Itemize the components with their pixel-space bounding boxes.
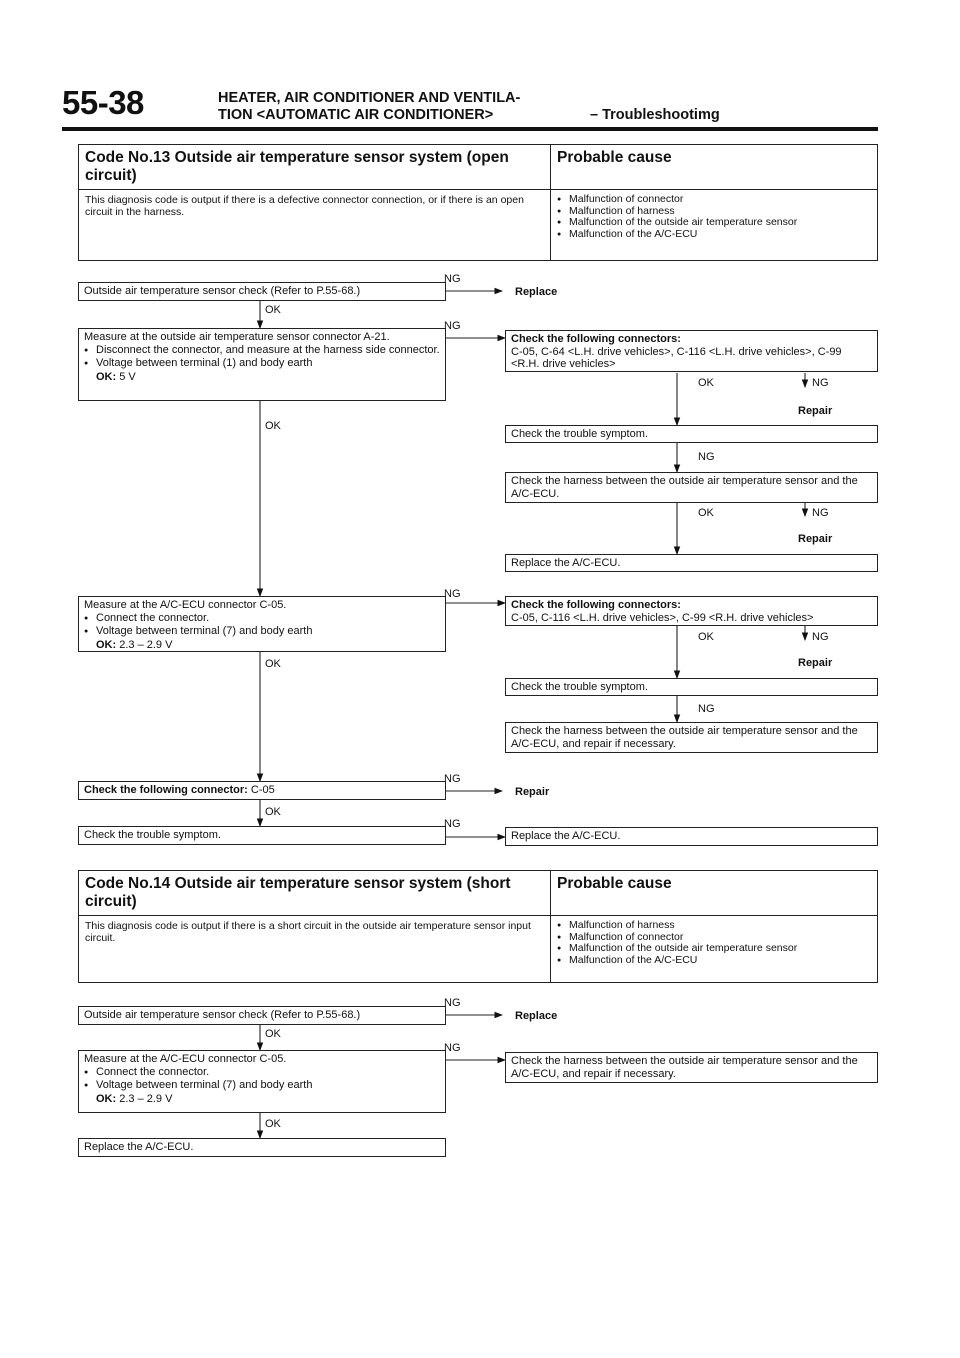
flow13-step2-line1: Measure at the outside air temperature sensor connector A-21. — [84, 331, 390, 343]
flow13-step3-ok — [84, 639, 440, 652]
flow13-r2-title: Check the following connectors: — [511, 599, 681, 611]
ok-spec-label: OK: — [96, 638, 117, 651]
ng-label: NG — [444, 1042, 461, 1054]
ok-label: OK — [698, 631, 714, 643]
ok-label: OK — [698, 377, 714, 389]
ok-label: OK — [265, 658, 281, 670]
flow13-step1-ng-result: Replace — [515, 286, 558, 298]
cause-item: ● Malfunction of connector — [557, 932, 871, 944]
flow13-step2-ok — [84, 371, 440, 384]
ok-label: OK — [265, 1028, 281, 1040]
ok-label: OK — [265, 304, 281, 316]
code14-table — [78, 870, 878, 983]
ng-label: NG — [812, 507, 829, 519]
ok-label: OK — [265, 1118, 281, 1130]
ok-spec-value: 2.3 – 2.9 V — [119, 1092, 173, 1105]
cause-item: ● Malfunction of the A/C-ECU — [557, 955, 871, 967]
flow13-step3-line3: ● Voltage between terminal (7) and body earth — [84, 625, 440, 639]
flow14-step2-ok — [84, 1093, 440, 1106]
flow13-r2-harness-box: Check the harness between the outside air temperature sensor and the A/C-ECU, and repair if necessary. — [505, 722, 878, 753]
flow14-step3-box: Replace the A/C-ECU. — [78, 1138, 446, 1157]
code14-probable-cause-title: Probable cause — [557, 875, 672, 892]
flow13-r2-text: C-05, C-116 <L.H. drive vehicles>, C-99 <R.H. drive vehicles> — [511, 611, 814, 624]
flow13-step3-box — [78, 596, 446, 652]
flow14-step2-box — [78, 1050, 446, 1113]
ng-label: NG — [444, 588, 461, 600]
ng-label: NG — [444, 773, 461, 785]
page-number: 55-38 — [62, 84, 144, 121]
flow13-r1-symptom-box: Check the trouble symptom. — [505, 425, 878, 443]
cause-item: ● Malfunction of connector — [557, 194, 871, 206]
flow14-step1-box: Outside air temperature sensor check (Refer to P.55-68.) — [78, 1006, 446, 1025]
flow13-step2-box — [78, 328, 446, 401]
flow14-step1-ng-result: Replace — [515, 1010, 558, 1022]
flow13-step4-box — [78, 781, 446, 800]
cause-item: ● Malfunction of the outside air temperature sensor — [557, 217, 871, 229]
flow13-step4-value: C-05 — [250, 784, 275, 796]
ng-label: NG — [698, 451, 715, 463]
code14-title: Code No.14 Outside air temperature sensor system (short circuit) — [79, 871, 551, 915]
flow13-r1-replace-box: Replace the A/C-ECU. — [505, 554, 878, 572]
flow14-step2-line2: ● Connect the connector. — [84, 1066, 440, 1080]
code13-title: Code No.13 Outside air temperature sensor system (open circuit) — [79, 145, 551, 189]
ng-label: NG — [444, 320, 461, 332]
flow13-r1-harness-repair: Repair — [798, 533, 833, 545]
flow13-step4-ng-result: Repair — [515, 786, 550, 798]
flow13-r1-title: Check the following connectors: — [511, 333, 681, 345]
cause-item: ● Malfunction of harness — [557, 206, 871, 218]
flow14-step2-line3: ● Voltage between terminal (7) and body earth — [84, 1079, 440, 1093]
section-title: – Troubleshootimg — [590, 107, 720, 123]
flow13-r1-repair: Repair — [798, 405, 833, 417]
cause-item: ● Malfunction of the outside air temperature sensor — [557, 943, 871, 955]
cause-item: ● Malfunction of harness — [557, 920, 871, 932]
flow13-r2-connectors-box — [505, 596, 878, 626]
ok-label: OK — [698, 507, 714, 519]
code14-description: This diagnosis code is output if there is a short circuit in the outside air temperature sensor input circuit. — [79, 916, 551, 982]
flow14-step2-line1: Measure at the A/C-ECU connector C-05. — [84, 1053, 287, 1065]
flow13-step4-title: Check the following connector: — [84, 784, 248, 796]
flow13-step5-box: Check the trouble symptom. — [78, 826, 446, 845]
flow13-step2-line2: ● Disconnect the connector, and measure at the harness side connector. — [84, 344, 440, 358]
flow13-r2-symptom-box: Check the trouble symptom. — [505, 678, 878, 696]
flow13-r1-text: C-05, C-64 <L.H. drive vehicles>, C-116 <L.H. drive vehicles>, C-99 <R.H. drive vehicles> — [511, 345, 842, 370]
ok-label: OK — [265, 420, 281, 432]
ok-spec-value: 5 V — [119, 370, 136, 383]
flow13-r2-repair: Repair — [798, 657, 833, 669]
flow14-step2-ng-box: Check the harness between the outside air temperature sensor and the A/C-ECU, and repair if necessary. — [505, 1052, 878, 1083]
flow13-step2-line3: ● Voltage between terminal (1) and body earth — [84, 357, 440, 371]
flow13-step1-box: Outside air temperature sensor check (Refer to P.55-68.) — [78, 282, 446, 301]
flow13-r1-harness-box: Check the harness between the outside air temperature sensor and the A/C-ECU. — [505, 472, 878, 503]
flow13-step3-line2: ● Connect the connector. — [84, 612, 440, 626]
ng-label: NG — [444, 273, 461, 285]
ok-label: OK — [265, 806, 281, 818]
flow13-step5-ng-box: Replace the A/C-ECU. — [505, 827, 878, 846]
code13-probable-cause-title: Probable cause — [557, 149, 672, 166]
ok-spec-value: 2.3 – 2.9 V — [119, 638, 173, 651]
ok-spec-label: OK: — [96, 1092, 117, 1105]
ng-label: NG — [812, 377, 829, 389]
ng-label: NG — [812, 631, 829, 643]
page-title-line1: HEATER, AIR CONDITIONER AND VENTILA- — [218, 90, 521, 106]
page-title-line2: TION <AUTOMATIC AIR CONDITIONER> — [218, 107, 494, 123]
ng-label: NG — [444, 818, 461, 830]
ok-spec-label: OK: — [96, 370, 117, 383]
flow13-step3-line1: Measure at the A/C-ECU connector C-05. — [84, 599, 287, 611]
code14-causes — [551, 916, 877, 982]
ng-label: NG — [698, 703, 715, 715]
code13-description: This diagnosis code is output if there is a defective connector connection, or if there is an open circuit in the harness. — [79, 190, 551, 260]
flow13-r1-connectors-box — [505, 330, 878, 372]
cause-item: ● Malfunction of the A/C-ECU — [557, 229, 871, 241]
ng-label: NG — [444, 997, 461, 1009]
